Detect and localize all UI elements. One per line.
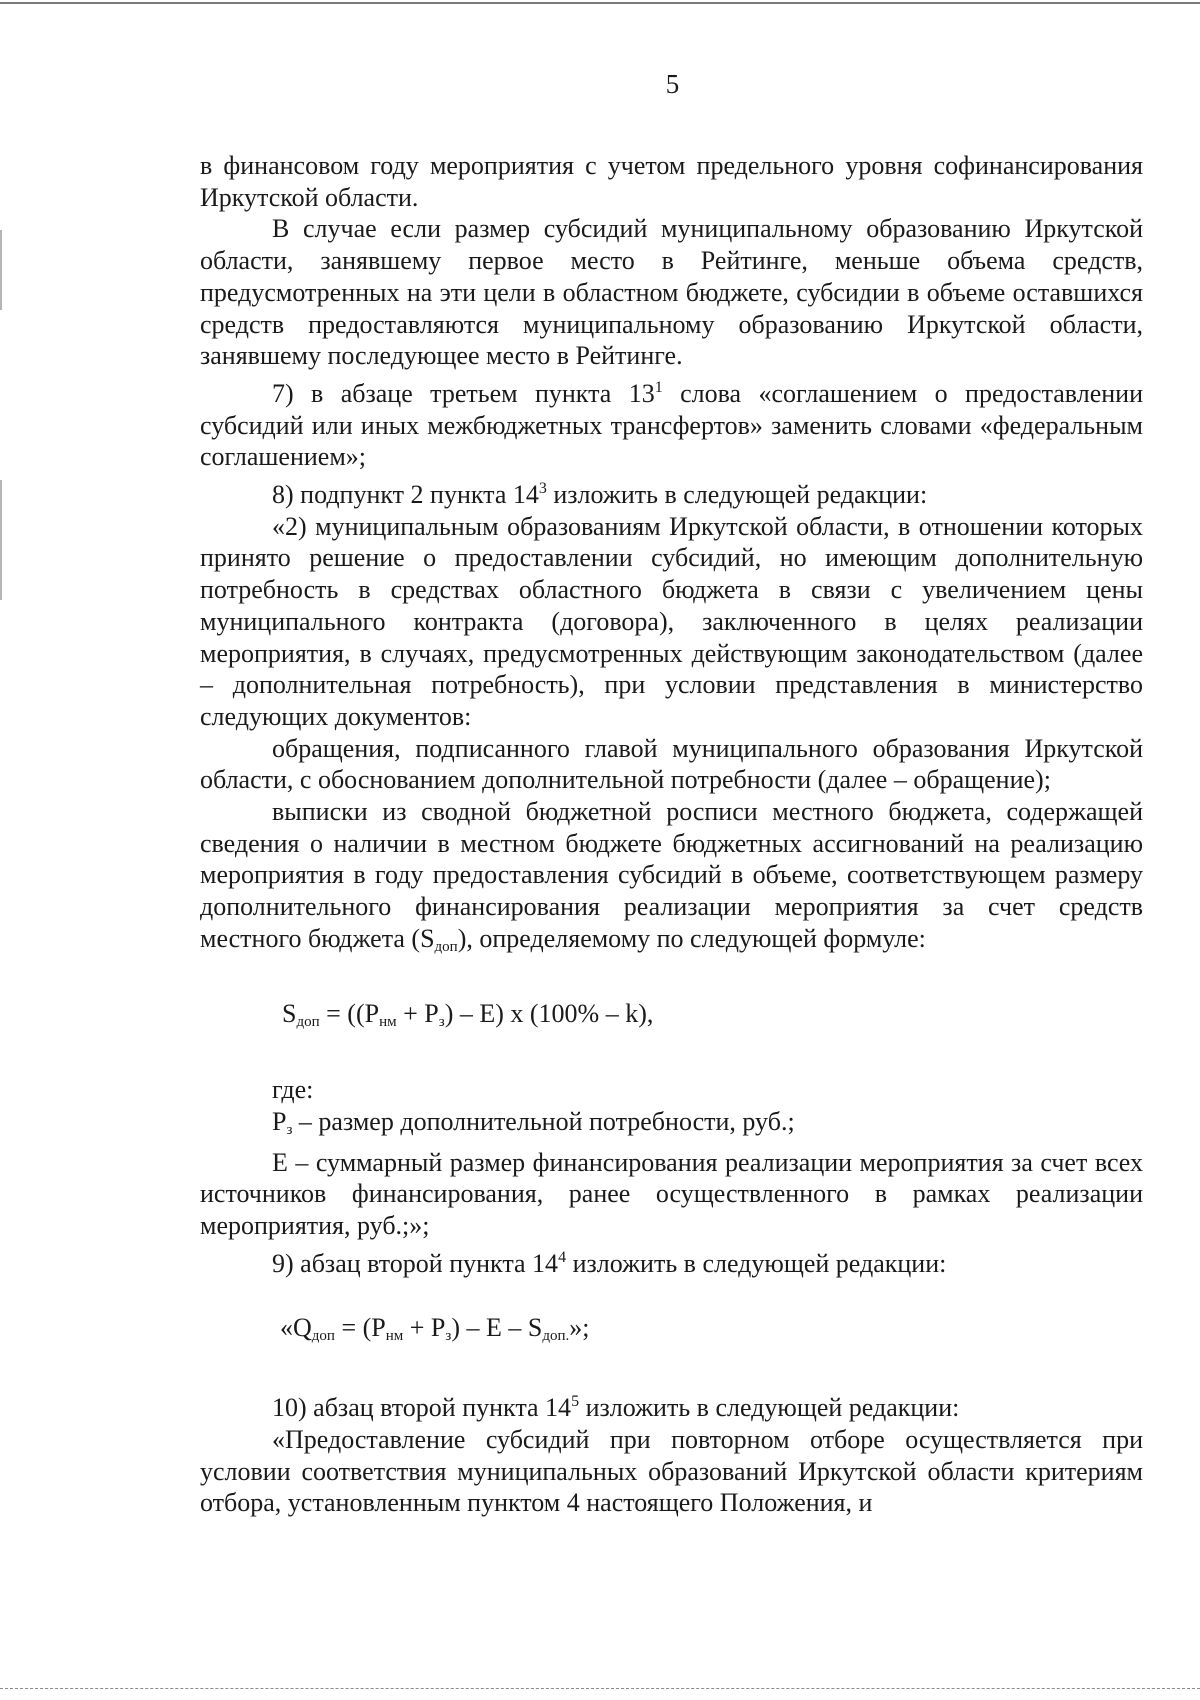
document-body (200, 150, 1143, 1519)
superscript: 3 (538, 480, 547, 498)
paragraph: обращения, подписанного главой муниципального образования Иркутской области, с обоснованием дополнительной потребности (далее – обращение); (200, 733, 1143, 795)
scan-edge-bottom (0, 1688, 1200, 1689)
formula-subscript: нм (379, 1013, 397, 1030)
formula-text: ) – Е) х (100% – k), (444, 998, 654, 1028)
text-run: 10) абзац второй пункта 14 (272, 1393, 572, 1423)
paragraph: Е – суммарный размер финансирования реализации мероприятия за счет всех источников финансирования, ранее осуществленного в рамках реализации мероприятия, руб.;»; (200, 1147, 1143, 1241)
superscript: 4 (558, 1248, 567, 1266)
text-run: Р (272, 1106, 287, 1136)
text-run: 9) абзац второй пункта 14 (272, 1248, 559, 1278)
formula-text: «Q (280, 1312, 312, 1342)
formula-s-dop (200, 998, 1143, 1039)
formula-text: + Р (396, 998, 439, 1028)
paragraph (200, 796, 1143, 964)
paragraph-item-9 (200, 1242, 1143, 1280)
formula-subscript: доп (296, 1013, 320, 1030)
paragraph: В случае если размер субсидий муниципальному образованию Иркутской области, занявшему первое место в Рейтинге, меньше объема средств, предусмотренных на эти цели в областном бюджете, субсидии в объеме оставшихся средств предоставляются муниципальному образованию Иркутской области, занявшему последующее место в Рейтинге. (200, 214, 1143, 371)
formula-text: »; (569, 1312, 590, 1342)
text-run: слова «соглашением о предоставлении субсидий или иных межбюджетных трансфертов» заменить словами «федеральным соглашением»; (200, 378, 1143, 472)
subscript: доп (434, 938, 458, 955)
page-number: 5 (665, 69, 680, 99)
text-run: изложить в следующей редакции: (566, 1248, 947, 1278)
paragraph: где: (272, 1075, 314, 1105)
formula-subscript: доп (311, 1327, 335, 1344)
margin-mark (0, 480, 2, 600)
formula-text: S (282, 998, 297, 1028)
formula-text: ) – Е – S (451, 1312, 543, 1342)
text-run: ), определяемому по следующей формуле: (457, 923, 926, 953)
paragraph: «2) муниципальным образованиям Иркутской области, в отношении которых принято решение о предоставлении субсидий, но имеющим дополнительную потребность в средствах областного бюджета в связи с увеличением цены муниципального контракта (договора), заключенного в целях реализации мероприятия, в случаях, предусмотренных действующим законодательством (далее – дополнительная потребность), при условии представления в министерство следующих документов: (200, 511, 1143, 731)
formula-text: = (Р (334, 1312, 386, 1342)
text-run: 8) подпункт 2 пункта 14 (272, 480, 539, 510)
paragraph-item-10 (200, 1386, 1143, 1424)
paragraph-item-8 (200, 473, 1143, 511)
subscript: з (286, 1121, 293, 1138)
paragraph: в финансовом году мероприятия с учетом предельного уровня софинансирования Иркутской области. (200, 151, 1143, 212)
formula-subscript: з (445, 1327, 452, 1344)
formula-text: + Р (403, 1312, 446, 1342)
formula-subscript: доп. (542, 1327, 570, 1344)
margin-mark (0, 230, 2, 310)
formula-subscript: з (438, 1013, 445, 1030)
text-run: – размер дополнительной потребности, руб.; (292, 1106, 795, 1136)
text-run: выписки из сводной бюджетной росписи местного бюджета, содержащей сведения о наличии в местном бюджете бюджетных ассигнований на реализацию мероприятия в году предоставления субсидий в объеме, соответствующем размеру дополнительного финансирования реализации мероприятия за счет средств местного бюджета (S (200, 797, 1143, 953)
paragraph-item-7 (200, 372, 1143, 473)
formula-subscript: нм (385, 1327, 404, 1344)
formula-text: = ((Р (319, 998, 380, 1028)
text-run: 7) в абзаце третьем пункта 13 (272, 378, 655, 408)
paragraph (200, 1106, 1143, 1147)
superscript: 1 (654, 378, 663, 396)
superscript: 5 (571, 1393, 580, 1411)
text-run: изложить в следующей редакции: (546, 480, 928, 510)
formula-q-dop (200, 1312, 1143, 1353)
text-run: изложить в следующей редакции: (579, 1393, 960, 1423)
paragraph: «Предоставление субсидий при повторном отборе осуществляется при условии соответствия муниципальных образований Иркутской области критериям отбора, установленным пунктом 4 настоящего Положения, и (200, 1424, 1143, 1518)
scan-edge-top (0, 2, 1200, 4)
